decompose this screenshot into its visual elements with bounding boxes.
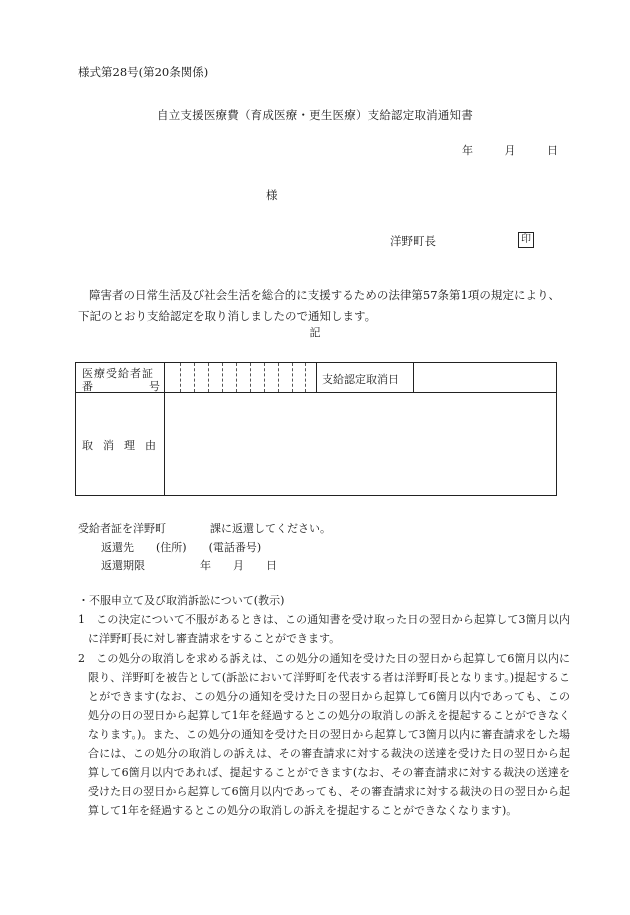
digit-divider <box>278 363 279 392</box>
return-deadline: 返還期限 年 月 日 <box>101 559 277 572</box>
date-day: 日 <box>547 144 558 157</box>
recipient-number-label-2 <box>82 378 160 394</box>
form-number: 様式第28号(第20条関係) <box>78 65 209 79</box>
digit-divider <box>236 363 237 392</box>
label-char: 消 <box>103 439 114 452</box>
table-col-divider <box>413 363 414 392</box>
digit-divider <box>194 363 195 392</box>
label-char: 番 <box>82 380 93 393</box>
digit-divider <box>208 363 209 392</box>
notice-item-2: 2 この処分の取消しを求める訴えは、この処分の通知を受けた日の翌日から起算して6箇月以内に限り、洋野町を被告として(訴訟において洋野町を代表する者は洋野町長となります。)提起することができます(なお、この処分の通知を受けた日の翌日から起算して6箇月以内であっても、この処分の日の翌日から起算して1年を経過するとこの処分の取消しの訴えを提起することができなくなります。)。また、この処分の通知を受けた日の翌日から起算して3箇月以内に審査請求をした場合には、この処分の取消しの訴えは、その審査請求に対する裁決の送達を受けた日の翌日から起算して6箇月以内であれば、提起することができます(なお、その審査請求に対する裁決の送達を受けた日の翌日から起算して6箇月以内であっても、その審査請求に対する裁決の日の翌日から起算して1年を経過するとこの処分の取消しの訴えを提起することができなくなります)。 <box>78 652 570 817</box>
date-year: 年 <box>462 144 473 157</box>
digit-divider <box>180 363 181 392</box>
cancel-date-label: 支給認定取消日 <box>322 373 399 386</box>
digit-divider <box>250 363 251 392</box>
cancel-reason-label <box>82 437 156 453</box>
issuer-name: 洋野町長 <box>390 234 436 248</box>
label-char: 理 <box>124 439 135 452</box>
digit-divider <box>305 363 306 392</box>
addressee-suffix: 様 <box>266 188 278 202</box>
notice-item-1: 1 この決定について不服があるときは、この通知書を受け取った日の翌日から起算して3箇月以内に洋野町長に対し審査請求をすることができます。 <box>78 613 570 645</box>
return-destination: 返還先 (住所) (電話番号) <box>101 541 262 554</box>
notice-heading: ・不服申立て及び取消訴訟について(教示) <box>78 594 285 607</box>
return-instruction: 受給者証を洋野町 課に返還してください。 <box>78 522 331 535</box>
table-col-divider <box>164 363 165 495</box>
table-col-divider <box>316 363 317 392</box>
date-month: 月 <box>504 144 516 157</box>
ki-heading: 記 <box>309 326 321 339</box>
cancellation-table <box>75 362 557 496</box>
label-char: 由 <box>145 439 156 452</box>
date-line <box>434 142 558 158</box>
label-char: 取 <box>82 439 93 452</box>
label-char: 号 <box>149 380 160 393</box>
document-title: 自立支援医療費（育成医療・更生医療）支給認定取消通知書 <box>157 108 473 122</box>
recipient-number-label: 医療受給者証 <box>82 367 154 380</box>
digit-divider <box>222 363 223 392</box>
digit-divider <box>264 363 265 392</box>
digit-divider <box>292 363 293 392</box>
seal-stamp: 印 <box>518 232 534 248</box>
intro-paragraph: 障害者の日常生活及び社会生活を総合的に支援するための法律第57条第1項の規定により、下記のとおり支給認定を取り消しましたので通知します。 <box>78 288 560 323</box>
